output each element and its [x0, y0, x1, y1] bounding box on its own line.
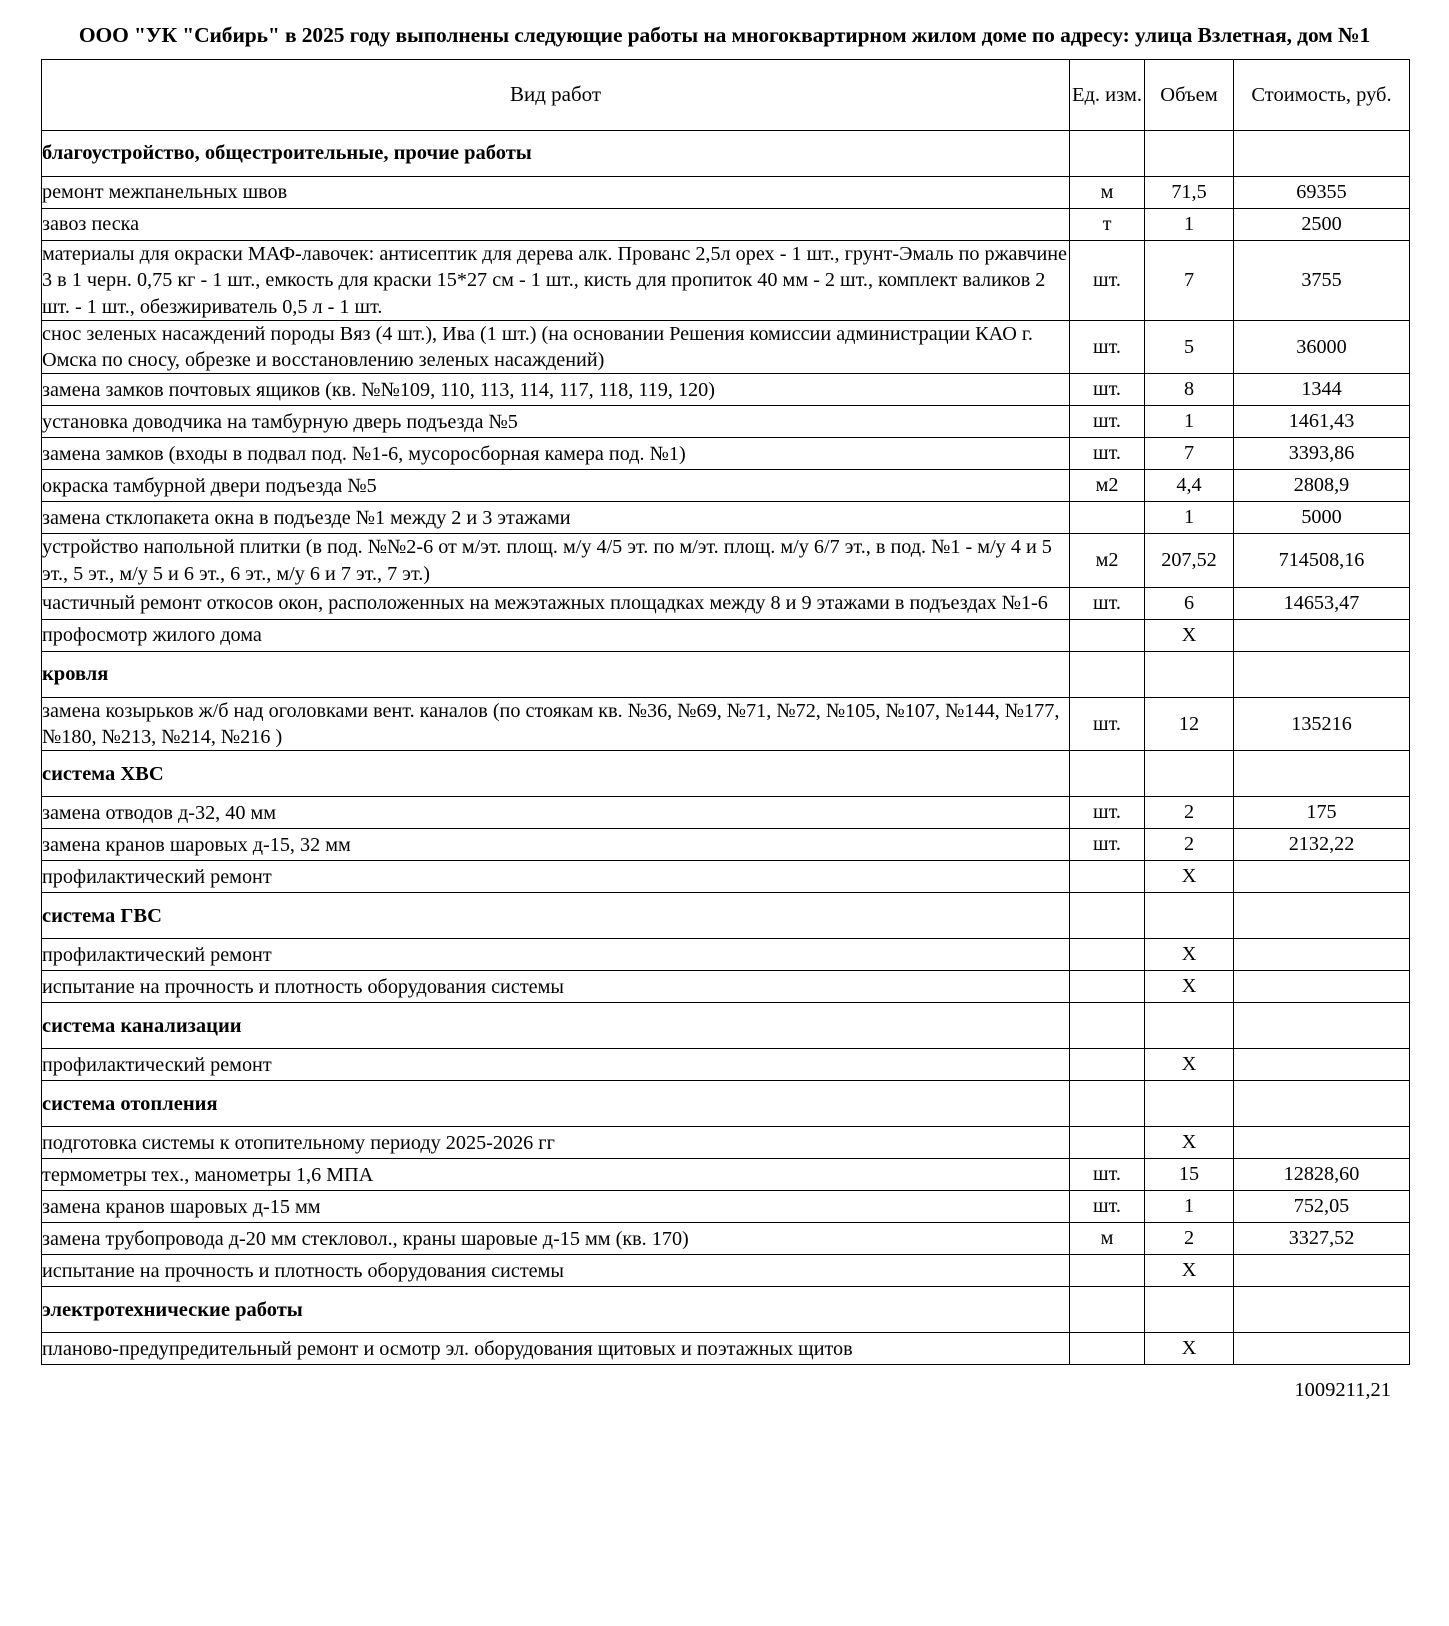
work-volume: X [1145, 1255, 1234, 1287]
table-row [42, 1127, 1410, 1159]
column-header-unit: Ед. изм. [1070, 60, 1145, 131]
work-unit [1070, 861, 1145, 893]
work-cost [1234, 751, 1410, 797]
page-title: ООО "УК "Сибирь" в 2025 году выполнены следующие работы на многоквартирном жилом доме по адресу: улица Взлетная, дом №1 [78, 23, 1371, 47]
work-volume: X [1145, 1333, 1234, 1365]
works-table [41, 59, 1410, 1365]
work-cost: 36000 [1234, 320, 1410, 374]
work-unit: м [1070, 177, 1145, 209]
work-volume: 2 [1145, 1223, 1234, 1255]
work-volume: 1 [1145, 502, 1234, 534]
work-cost: 69355 [1234, 177, 1410, 209]
work-unit: м2 [1070, 470, 1145, 502]
work-cost: 5000 [1234, 502, 1410, 534]
table-row [42, 1255, 1410, 1287]
work-cost: 14653,47 [1234, 587, 1410, 619]
work-unit [1070, 131, 1145, 177]
work-volume [1145, 893, 1234, 939]
work-volume: 5 [1145, 320, 1234, 374]
work-name: термометры тех., манометры 1,6 МПА [42, 1159, 1070, 1191]
work-volume [1145, 1003, 1234, 1049]
work-name: замена кранов шаровых д-15, 32 мм [42, 829, 1070, 861]
work-unit: шт. [1070, 1191, 1145, 1223]
table-row [42, 939, 1410, 971]
column-header-cost: Стоимость, руб. [1234, 60, 1410, 131]
work-volume: 15 [1145, 1159, 1234, 1191]
work-unit [1070, 893, 1145, 939]
section-row [42, 651, 1410, 697]
table-row [42, 1191, 1410, 1223]
work-name: завоз песка [42, 209, 1070, 241]
work-cost [1234, 1255, 1410, 1287]
work-cost: 3393,86 [1234, 438, 1410, 470]
table-row [42, 1223, 1410, 1255]
work-volume [1145, 1287, 1234, 1333]
work-name: установка доводчика на тамбурную дверь подъезда №5 [42, 406, 1070, 438]
work-cost [1234, 1003, 1410, 1049]
work-name: профосмотр жилого дома [42, 619, 1070, 651]
work-unit: м [1070, 1223, 1145, 1255]
work-volume: 2 [1145, 829, 1234, 861]
grand-total: 1009211,21 [1294, 1379, 1391, 1402]
section-label: благоустройство, общестроительные, прочие работы [42, 131, 1070, 177]
work-name: испытание на прочность и плотность оборудования системы [42, 1255, 1070, 1287]
work-unit [1070, 1287, 1145, 1333]
work-name: частичный ремонт откосов окон, расположенных на межэтажных площадках между 8 и 9 этажами в подъездах №1-6 [42, 587, 1070, 619]
work-volume: X [1145, 939, 1234, 971]
work-unit [1070, 619, 1145, 651]
work-volume: X [1145, 971, 1234, 1003]
work-volume: X [1145, 1049, 1234, 1081]
section-label: система ГВС [42, 893, 1070, 939]
section-row [42, 1081, 1410, 1127]
work-unit [1070, 939, 1145, 971]
table-row [42, 1049, 1410, 1081]
column-header-volume: Объем [1145, 60, 1234, 131]
section-label: кровля [42, 651, 1070, 697]
work-volume: X [1145, 619, 1234, 651]
work-cost [1234, 893, 1410, 939]
work-unit [1070, 651, 1145, 697]
work-cost: 1344 [1234, 374, 1410, 406]
work-volume [1145, 651, 1234, 697]
work-unit [1070, 971, 1145, 1003]
work-cost: 1461,43 [1234, 406, 1410, 438]
work-volume: 2 [1145, 797, 1234, 829]
work-unit: шт. [1070, 797, 1145, 829]
work-name: профилактический ремонт [42, 939, 1070, 971]
work-cost [1234, 1333, 1410, 1365]
table-row [42, 470, 1410, 502]
section-row [42, 1287, 1410, 1333]
work-volume: 1 [1145, 209, 1234, 241]
work-cost: 2808,9 [1234, 470, 1410, 502]
work-volume: 71,5 [1145, 177, 1234, 209]
work-cost [1234, 619, 1410, 651]
work-cost [1234, 1049, 1410, 1081]
work-volume [1145, 751, 1234, 797]
work-unit: шт. [1070, 374, 1145, 406]
work-volume: 12 [1145, 697, 1234, 751]
work-cost [1234, 861, 1410, 893]
work-name: замена стклопакета окна в подъезде №1 между 2 и 3 этажами [42, 502, 1070, 534]
work-volume [1145, 131, 1234, 177]
work-cost [1234, 651, 1410, 697]
work-unit [1070, 1333, 1145, 1365]
work-name: снос зеленых насаждений породы Вяз (4 шт.), Ива (1 шт.) (на основании Решения комиссии администрации КАО г. Омска по сносу, обрезке и восстановлению зеленых насаждений) [42, 320, 1070, 374]
table-row [42, 861, 1410, 893]
work-cost [1234, 1127, 1410, 1159]
work-unit: м2 [1070, 534, 1145, 588]
work-volume: 4,4 [1145, 470, 1234, 502]
table-row [42, 587, 1410, 619]
work-volume: X [1145, 1127, 1234, 1159]
work-cost: 135216 [1234, 697, 1410, 751]
table-row [42, 320, 1410, 374]
work-cost: 714508,16 [1234, 534, 1410, 588]
table-row [42, 177, 1410, 209]
table-row [42, 697, 1410, 751]
work-unit [1070, 502, 1145, 534]
work-cost: 2500 [1234, 209, 1410, 241]
work-volume: 207,52 [1145, 534, 1234, 588]
table-row [42, 241, 1410, 321]
section-label: система канализации [42, 1003, 1070, 1049]
work-unit [1070, 1255, 1145, 1287]
work-name: профилактический ремонт [42, 1049, 1070, 1081]
table-row [42, 1333, 1410, 1365]
work-unit: т [1070, 209, 1145, 241]
table-row [42, 534, 1410, 588]
work-cost: 3755 [1234, 241, 1410, 321]
work-unit: шт. [1070, 438, 1145, 470]
table-row [42, 438, 1410, 470]
work-cost [1234, 939, 1410, 971]
section-row [42, 893, 1410, 939]
work-volume: 1 [1145, 406, 1234, 438]
work-name: ремонт межпанельных швов [42, 177, 1070, 209]
work-volume: 7 [1145, 438, 1234, 470]
work-name: планово-предупредительный ремонт и осмотр эл. оборудования щитовых и поэтажных щитов [42, 1333, 1070, 1365]
work-cost: 175 [1234, 797, 1410, 829]
table-row [42, 619, 1410, 651]
work-volume: 6 [1145, 587, 1234, 619]
table-row [42, 209, 1410, 241]
table-row [42, 829, 1410, 861]
work-unit: шт. [1070, 406, 1145, 438]
work-volume: 7 [1145, 241, 1234, 321]
work-name: материалы для окраски МАФ-лавочек: антисептик для дерева алк. Прованс 2,5л орех - 1 шт., грунт-Эмаль по ржавчине 3 в 1 черн. 0,75 кг - 1 шт., емкость для краски 15*27 см - 1 шт., кисть для пропиток 40 мм - 2 шт., комплект валиков 2 шт. - 1 шт., обезжириватель 0,5 л - 1 шт. [42, 241, 1070, 321]
work-cost: 12828,60 [1234, 1159, 1410, 1191]
table-row [42, 406, 1410, 438]
work-name: замена замков (входы в подвал под. №1-6, мусоросборная камера под. №1) [42, 438, 1070, 470]
work-unit: шт. [1070, 829, 1145, 861]
work-name: замена отводов д-32, 40 мм [42, 797, 1070, 829]
table-row [42, 502, 1410, 534]
work-unit [1070, 751, 1145, 797]
work-unit: шт. [1070, 587, 1145, 619]
table-row [42, 374, 1410, 406]
work-name: замена замков почтовых ящиков (кв. №№109, 110, 113, 114, 117, 118, 119, 120) [42, 374, 1070, 406]
table-row [42, 971, 1410, 1003]
table-row [42, 797, 1410, 829]
work-cost [1234, 971, 1410, 1003]
work-unit [1070, 1127, 1145, 1159]
work-cost: 3327,52 [1234, 1223, 1410, 1255]
section-label: система отопления [42, 1081, 1070, 1127]
table-head [42, 60, 1410, 131]
work-name: окраска тамбурной двери подъезда №5 [42, 470, 1070, 502]
work-volume: 8 [1145, 374, 1234, 406]
work-cost [1234, 1081, 1410, 1127]
work-name: устройство напольной плитки (в под. №№2-6 от м/эт. площ. м/у 4/5 эт. по м/эт. площ. м/у 6/7 эт., в под. №1 - м/у 4 и 5 эт., 5 эт., м/у 5 и 6 эт., 6 эт., м/у 6 и 7 эт., 7 эт.) [42, 534, 1070, 588]
table-row [42, 1159, 1410, 1191]
work-unit [1070, 1081, 1145, 1127]
work-name: подготовка системы к отопительному периоду 2025-2026 гг [42, 1127, 1070, 1159]
work-volume [1145, 1081, 1234, 1127]
work-unit: шт. [1070, 241, 1145, 321]
table-header-row [42, 60, 1410, 131]
section-label: система ХВС [42, 751, 1070, 797]
work-name: замена козырьков ж/б над оголовками вент. каналов (по стоякам кв. №36, №69, №71, №72, №105, №107, №144, №177, №180, №213, №214, №216 ) [42, 697, 1070, 751]
work-name: замена трубопровода д-20 мм стекловол., краны шаровые д-15 мм (кв. 170) [42, 1223, 1070, 1255]
section-row [42, 751, 1410, 797]
work-volume: X [1145, 861, 1234, 893]
work-cost: 752,05 [1234, 1191, 1410, 1223]
work-unit: шт. [1070, 697, 1145, 751]
work-volume: 1 [1145, 1191, 1234, 1223]
table-body [42, 131, 1410, 1365]
work-name: замена кранов шаровых д-15 мм [42, 1191, 1070, 1223]
work-name: испытание на прочность и плотность оборудования системы [42, 971, 1070, 1003]
work-unit: шт. [1070, 1159, 1145, 1191]
work-cost [1234, 131, 1410, 177]
work-unit: шт. [1070, 320, 1145, 374]
work-cost: 2132,22 [1234, 829, 1410, 861]
section-label: электротехнические работы [42, 1287, 1070, 1333]
section-row [42, 131, 1410, 177]
work-unit [1070, 1003, 1145, 1049]
work-unit [1070, 1049, 1145, 1081]
work-cost [1234, 1287, 1410, 1333]
column-header-name: Вид работ [42, 60, 1070, 131]
section-row [42, 1003, 1410, 1049]
work-name: профилактический ремонт [42, 861, 1070, 893]
